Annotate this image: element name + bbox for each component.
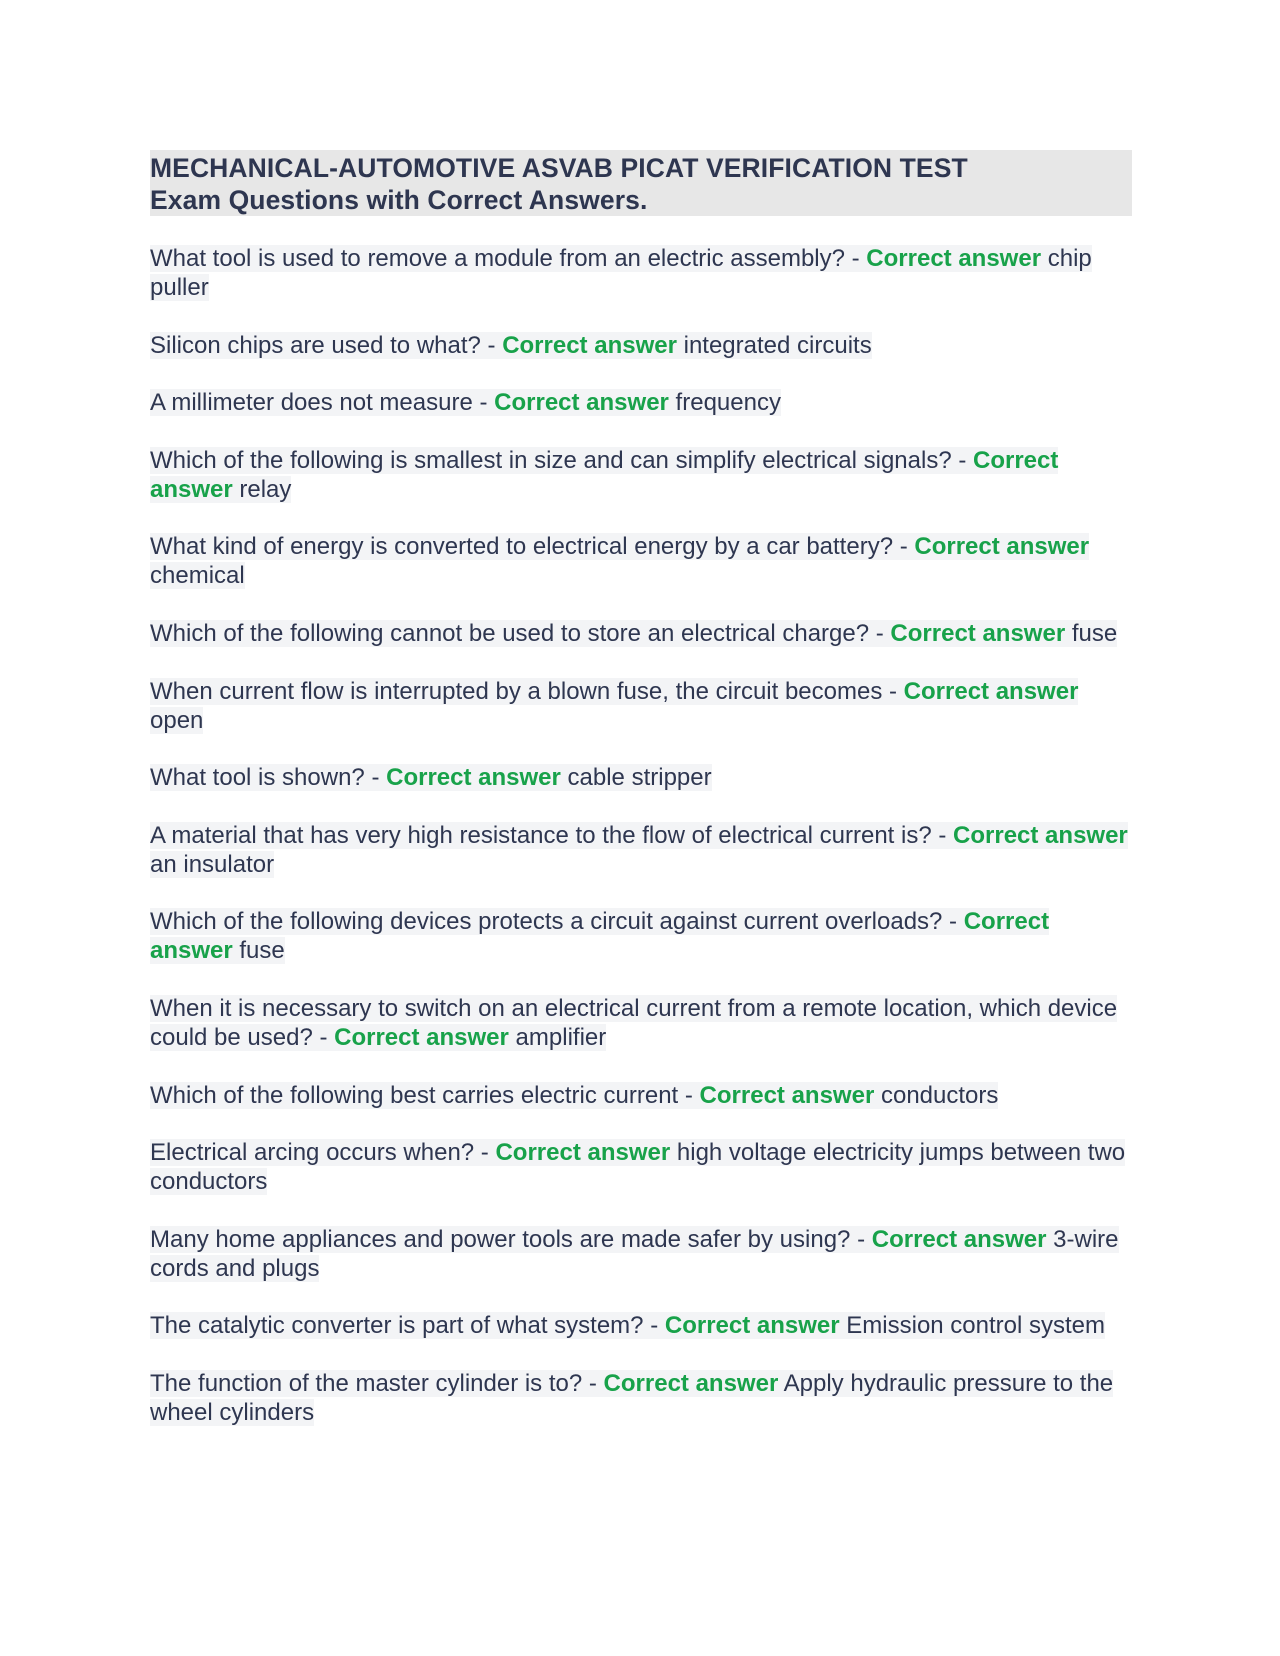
answer-text: relay	[232, 475, 292, 503]
correct-answer-label: Correct answer	[386, 764, 561, 792]
qa-item-text	[150, 764, 712, 791]
qa-item-text	[150, 995, 1117, 1051]
answer-text: cable stripper	[560, 764, 712, 792]
answer-text: Emission control system	[839, 1312, 1106, 1340]
question-text: A millimeter does not measure -	[150, 389, 495, 417]
qa-item-text	[150, 1226, 1119, 1282]
answer-text: Apply hydraulic pressure to the wheel cylinders	[150, 1369, 1114, 1426]
correct-answer-label: Correct answer	[871, 1225, 1047, 1253]
question-text: Which of the following devices protects a circuit against current overloads? -	[150, 908, 964, 936]
correct-answer-label: Correct answer	[603, 1369, 779, 1397]
answer-text: chemical	[150, 562, 245, 590]
title-line-2: Exam Questions with Correct Answers.	[150, 185, 648, 215]
qa-item	[150, 763, 1132, 792]
qa-item-text	[150, 245, 1092, 301]
correct-answer-label: Correct answer	[150, 908, 1050, 965]
qa-item-text	[150, 678, 1078, 734]
document-content	[150, 150, 1132, 1456]
qa-item-text	[150, 822, 1128, 878]
answer-text: fuse	[1065, 619, 1118, 647]
qa-item-text	[150, 332, 872, 359]
answer-text: 3-wire cords and plugs	[150, 1225, 1119, 1282]
correct-answer-label: Correct answer	[502, 331, 677, 359]
question-text: What kind of energy is converted to electrical energy by a car battery? -	[150, 533, 915, 561]
answer-text: conductors	[874, 1081, 999, 1109]
answer-text: fuse	[232, 937, 285, 965]
qa-item	[150, 619, 1132, 648]
question-text: When current flow is interrupted by a blown fuse, the circuit becomes -	[150, 677, 904, 705]
answer-text: frequency	[668, 389, 781, 417]
qa-item	[150, 1138, 1132, 1196]
question-text: The catalytic converter is part of what system? -	[150, 1312, 665, 1340]
qa-item	[150, 446, 1132, 504]
qa-list	[150, 244, 1132, 1427]
qa-item	[150, 1369, 1132, 1427]
qa-item-text	[150, 908, 1049, 964]
qa-item	[150, 1225, 1132, 1283]
answer-text: high voltage electricity jumps between two conductors	[150, 1139, 1126, 1196]
qa-item-text	[150, 620, 1117, 647]
answer-text: integrated circuits	[676, 331, 872, 359]
correct-answer-label: Correct answer	[890, 619, 1066, 647]
document-title	[150, 150, 1132, 216]
question-text: When it is necessary to switch on an electrical current from a remote location, which device could be used? -	[150, 994, 1118, 1051]
qa-item	[150, 1311, 1132, 1340]
qa-item	[150, 244, 1132, 302]
title-line-1: MECHANICAL-AUTOMOTIVE ASVAB PICAT VERIFICATION TEST	[150, 153, 968, 183]
correct-answer-label: Correct answer	[494, 389, 669, 417]
question-text: Which of the following best carries electric current -	[150, 1081, 700, 1109]
correct-answer-label: Correct answer	[699, 1081, 875, 1109]
question-text: Many home appliances and power tools are made safer by using? -	[150, 1225, 872, 1253]
qa-item-text	[150, 1139, 1125, 1195]
answer-text: an insulator	[150, 850, 275, 878]
correct-answer-label: Correct answer	[866, 245, 1042, 272]
question-text: The function of the master cylinder is to? -	[150, 1369, 604, 1397]
qa-item	[150, 388, 1132, 417]
answer-text: chip puller	[150, 245, 1092, 301]
qa-item-text	[150, 1312, 1105, 1339]
qa-item	[150, 331, 1132, 360]
answer-text: amplifier	[508, 1023, 607, 1051]
qa-item-text	[150, 447, 1058, 503]
question-text: Which of the following cannot be used to store an electrical charge? -	[150, 619, 891, 647]
question-text: Silicon chips are used to what? -	[150, 331, 503, 359]
qa-item	[150, 994, 1132, 1052]
correct-answer-label: Correct answer	[495, 1139, 671, 1167]
correct-answer-label: Correct answer	[150, 446, 1059, 503]
question-text: What tool is shown? -	[150, 764, 387, 792]
qa-item	[150, 1081, 1132, 1110]
qa-item	[150, 821, 1132, 879]
question-text: Electrical arcing occurs when? -	[150, 1139, 496, 1167]
correct-answer-label: Correct answer	[664, 1312, 840, 1340]
question-text: What tool is used to remove a module from an electric assembly? -	[150, 245, 867, 272]
qa-item-text	[150, 1082, 998, 1109]
qa-item	[150, 677, 1132, 735]
qa-item-text	[150, 389, 781, 416]
qa-item	[150, 907, 1132, 965]
qa-item-text	[150, 533, 1089, 589]
question-text: Which of the following is smallest in size and can simplify electrical signals? -	[150, 446, 973, 474]
correct-answer-label: Correct answer	[334, 1023, 509, 1051]
correct-answer-label: Correct answer	[914, 533, 1090, 561]
qa-item-text	[150, 1370, 1113, 1426]
qa-item	[150, 532, 1132, 590]
correct-answer-label: Correct answer	[953, 821, 1128, 849]
question-text: A material that has very high resistance to the flow of electrical current is? -	[150, 821, 954, 849]
answer-text: open	[150, 706, 204, 734]
correct-answer-label: Correct answer	[903, 677, 1079, 705]
